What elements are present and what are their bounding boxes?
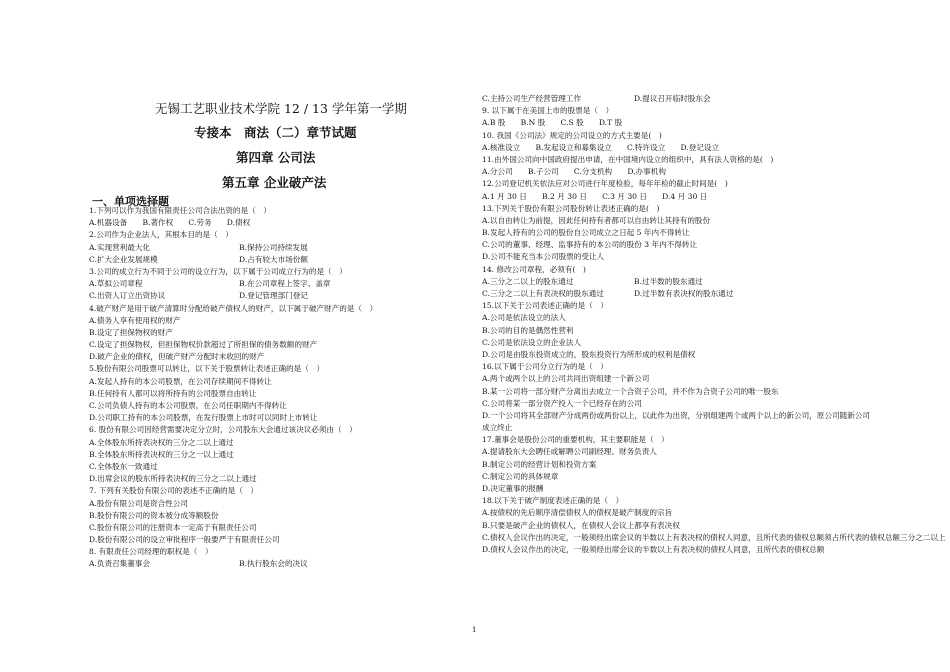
- option-text: D.登记管理部门登记: [239, 291, 308, 301]
- option-text: B.保持公司持续发展: [239, 242, 308, 252]
- option-text: C.股份有限公司的注册资本一定高于有限责任公司: [89, 522, 257, 532]
- question-text: 17.董事会是股份公司的重要机构，其主要职能是（ ）: [482, 435, 669, 445]
- option-text: A.草拟公司章程: [89, 279, 143, 289]
- option-text: A.以自由转让为前提，因此任何持有者都可以自由转让其持有的股份: [482, 215, 711, 225]
- option-text: C.扩大企业发展规模: [89, 254, 158, 264]
- option-row: [89, 558, 467, 570]
- option-text: D.公司是由股东投资成立的，股东投资行为所形成的权利是债权: [482, 349, 696, 359]
- option-text: A.负责召集董事会: [89, 559, 151, 569]
- option-row: [482, 276, 877, 288]
- option-text: D.出席会议的股东所持表决权的三分之二以上通过: [89, 474, 257, 484]
- question-text: 14. 修改公司章程，必须有( ): [482, 264, 586, 274]
- option-text: B.只要是破产企业的债权人，在债权人会议上都享有表决权: [482, 520, 680, 530]
- option-text: A.全体股东所持表决权的三分之二以上通过: [89, 437, 234, 447]
- option-text: A.股份有限公司是资合性公司: [89, 498, 189, 508]
- left-column: [89, 205, 467, 571]
- option-text: C.主持公司生产经营管理工作: [482, 94, 582, 103]
- option-text: C.全体股东一致通过: [89, 461, 158, 471]
- option-text: A.发起人持有的本公司股票，在公司存续期间不得转让: [89, 376, 272, 386]
- question-text: 18.以下关于破产制度表述正确的是（ ）: [482, 496, 624, 506]
- option-row: [482, 288, 877, 300]
- option-text: A.机器设备 B.著作权 C.劳务 D.债权: [89, 218, 251, 228]
- option-text: C.公司的董事、经理、监事持有的本公司的股份 3 年内不得转让: [482, 240, 698, 250]
- option-text: B.任何持有人都可以将所持有的公司股票自由转让: [89, 388, 257, 398]
- option-text: A.B 股 B.N 股 C.S 股 D.T 股: [482, 118, 623, 128]
- section-heading: 一、单项选择题: [92, 195, 169, 208]
- option-text: A.三分之二以上的股东通过: [482, 276, 574, 286]
- question-text: 5.股份有限公司股票可以转让，以下关于股票转让表述正确的是（ ）: [89, 364, 325, 374]
- option-text: B.股份有限公司的资本被分成等额股份: [89, 510, 219, 520]
- option-row: [89, 254, 467, 266]
- option-text: D.决定董事的报酬: [482, 484, 544, 494]
- chapter-5-title: 第五章 企业破产法: [222, 175, 327, 190]
- option-text: C.制定公司的具体规章: [482, 471, 559, 481]
- option-text: C.债权人会议作出的决定，一般须经出席会议的半数以上有表决权的债权人同意，且所代表的债权总额须占所代表的债权总额三分之二以上: [482, 532, 946, 542]
- option-text: B.过半数的股东通过: [634, 276, 703, 286]
- option-text: A.1 月 30 日 B.2 月 30 日 C.3 月 30 日 D.4 月 30 日: [482, 191, 708, 201]
- option-text: B.在公司章程上签字、盖章: [239, 279, 331, 289]
- option-text: B.公司的目的是偶然性营利: [482, 325, 574, 335]
- school-title: 无锡工艺职业技术学院 12 / 13 学年第一学期: [155, 101, 407, 116]
- option-text: C.出资人订立出资协议: [89, 291, 166, 301]
- option-text: B.全体股东所持表决权的三分之一以上通过: [89, 449, 234, 459]
- question-text: 11.由外国公司向中国政府提出申请，在中国境内设立的组织中，具有法人资格的是( ): [482, 154, 774, 164]
- option-text: C.设定了担保物权，但担保物权价款超过了所担保的债务数额的财产: [89, 340, 318, 350]
- option-row: [89, 290, 467, 302]
- option-text: B.发起人持有的公司的股份自公司成立之日起 5 年内不得转让: [482, 228, 690, 238]
- question-text: 16.以下属于公司分立行为的是（ ）: [482, 362, 608, 372]
- question-text: 13.下列关于股份有限公司股份转让表述正确的是( ): [482, 203, 660, 213]
- option-text: D.提议召开临时股东会: [634, 94, 711, 103]
- option-text: D.占有较大市场份额: [239, 254, 308, 264]
- option-text: B.制定公司的经营计划和投资方案: [482, 459, 597, 469]
- question-text: 2.公司作为企业法人，其根本目的是（ ）: [89, 230, 233, 240]
- option-row: [89, 278, 467, 290]
- option-text: C.公司负债人持有的本公司股票，在公司任职期内不得转让: [89, 401, 287, 410]
- option-text: A.按债权的先后顺序清偿债权人的债权是破产制度的宗旨: [482, 508, 673, 518]
- option-text: D.破产企业的债权，但破产财产分配时未收回的财产: [89, 352, 265, 362]
- option-text: C.公司将某一部分资产投入一个已经存在的公司: [482, 398, 642, 408]
- option-text: D.公司职工持有的本公司股票，在发行股票上市时可以同时上市转让: [89, 413, 318, 423]
- option-text: A.分公司 B.子公司 C.分支机构 D.办事机构: [482, 167, 666, 177]
- question-text: 1.下列可以作为我国有限责任公司合法出资的是（ ）: [89, 206, 271, 215]
- right-column: [482, 93, 946, 556]
- option-text: B.设定了担保物权的财产: [89, 327, 173, 337]
- option-text: D.债权人会议作出的决定，一般须经出席会议的半数以上有表决权的债权人同意，且所代表的债权总额: [482, 544, 825, 554]
- option-text: A.提请股东大会聘任或解聘公司副经理、财务负责人: [482, 447, 657, 457]
- option-text: B.某一公司将一部分财产分离出去成立一个合资子公司，并不作为合资子公司的唯一股东: [482, 386, 779, 396]
- question-text: 6. 股份有限公司因经营需要决定分立时，公司股东大会通过该决议必须由（ ）: [89, 425, 357, 435]
- option-row: [482, 93, 877, 105]
- option-text: A.公司是依法设立的法人: [482, 313, 566, 323]
- option-text: D.一个公司将其全部财产分成两份或两份以上，以此作为出资，分别组建两个或两个以上的新公司，原公司随新公司成立终止: [482, 410, 870, 433]
- question-text: 3.公司的成立行为不同于公司的设立行为，以下属于公司成立行为的是（ ）: [89, 266, 347, 276]
- question-text: 9. 以下属于在美国上市的股票是（ ）: [482, 106, 614, 116]
- course-title: 专接本 商法（二）章节试题: [194, 125, 357, 140]
- option-text: A.两个或两个以上的公司共同出资组建一个新公司: [482, 374, 650, 384]
- question-text: 15.以下关于公司表述正确的是（ ）: [482, 301, 608, 311]
- option-text: A.实现营利最大化: [89, 242, 151, 252]
- option-row: [89, 242, 467, 254]
- question-text: 10. 我国《公司法》规定的公司设立的方式主要是( ): [482, 130, 662, 140]
- question-text: 7. 下列有关股份有限公司的表述不正确的是（ ）: [89, 486, 259, 496]
- option-text: A.债务人享有使用权的财产: [89, 315, 181, 325]
- page-number: 1: [472, 626, 477, 634]
- option-text: A.核准设立 B.发起设立和募集设立 C.特许设立 D.登记设立: [482, 142, 720, 152]
- option-text: C.三分之二以上有表决权的股东通过: [482, 289, 604, 298]
- chapter-4-title: 第四章 公司法: [236, 150, 316, 165]
- question-text: 12.公司登记机关依法应对公司进行年度检验，每年年检的截止时间是( ): [482, 179, 728, 189]
- option-text: C.公司是依法设立的企业法人: [482, 337, 582, 347]
- option-text: D.公司不能充当本公司股票的受让人: [482, 252, 605, 262]
- option-text: D.过半数有表决权的股东通过: [634, 289, 734, 298]
- question-text: 8. 有限责任公司经理的职权是（ ）: [89, 547, 213, 557]
- option-text: D.股份有限公司的设立审批程序一般要严于有限责任公司: [89, 535, 280, 545]
- option-text: B.执行股东会的决议: [239, 559, 308, 569]
- question-text: 4.破产财产是用于破产清算时分配给破产债权人的财产，以下属于破产财产的是（ ）: [89, 303, 378, 313]
